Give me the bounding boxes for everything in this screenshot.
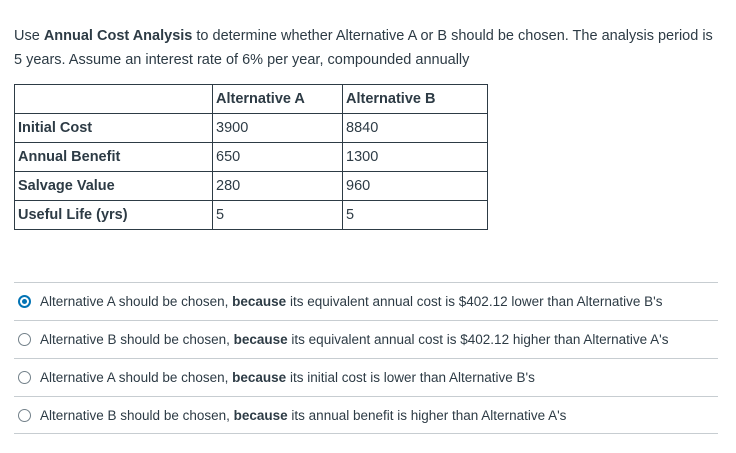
- data-table: [14, 84, 488, 230]
- cell-a: 5: [213, 201, 343, 230]
- header-empty: [15, 85, 213, 114]
- option-text: [40, 332, 669, 347]
- answer-option-1[interactable]: [14, 282, 718, 320]
- cell-b: 960: [343, 172, 488, 201]
- table-row: [15, 172, 488, 201]
- table-row: [15, 143, 488, 172]
- table-header-row: [15, 85, 488, 114]
- row-label: Initial Cost: [15, 114, 213, 143]
- option-post: its equivalent annual cost is $402.12 higher than Alternative A's: [287, 332, 669, 347]
- table-row: [15, 201, 488, 230]
- cell-b: 8840: [343, 114, 488, 143]
- table-row: [15, 114, 488, 143]
- question-bold: Annual Cost Analysis: [43, 28, 193, 44]
- option-pre: Alternative A should be chosen,: [40, 294, 233, 309]
- option-post: its initial cost is lower than Alternative B's: [286, 370, 535, 385]
- option-pre: Alternative B should be chosen,: [40, 407, 234, 423]
- answer-option-3[interactable]: [14, 358, 718, 396]
- option-pre: Alternative B should be chosen,: [40, 332, 234, 347]
- radio-icon[interactable]: [18, 333, 31, 346]
- cell-b: 1300: [343, 143, 488, 172]
- option-post: its annual benefit is higher than Alternative A's: [287, 407, 567, 423]
- option-bold: because: [232, 294, 287, 309]
- cell-a: 650: [213, 143, 343, 172]
- answer-options: [14, 282, 718, 434]
- cell-b: 5: [343, 201, 488, 230]
- option-bold: because: [233, 332, 288, 347]
- option-text: [40, 370, 535, 385]
- header-alternative-b: Alternative B: [343, 85, 488, 114]
- question-pre: Use: [14, 28, 44, 44]
- option-bold: because: [232, 370, 287, 385]
- cell-a: 280: [213, 172, 343, 201]
- radio-icon[interactable]: [18, 371, 31, 384]
- question-text: [14, 24, 714, 72]
- option-text: [40, 294, 663, 309]
- header-alternative-a: Alternative A: [213, 85, 343, 114]
- option-bold: because: [233, 407, 288, 423]
- radio-icon[interactable]: [18, 409, 31, 422]
- cell-a: 3900: [213, 114, 343, 143]
- radio-selected-icon[interactable]: [18, 295, 31, 308]
- question-post: to determine whether Alternative A or B should be chosen. The analysis period is 5 years. Assume an interest rate of 6% per year, compounded annually: [14, 28, 713, 68]
- answer-option-2[interactable]: [14, 320, 718, 358]
- row-label: Annual Benefit: [15, 143, 213, 172]
- answer-option-4[interactable]: [14, 396, 718, 434]
- row-label: Useful Life (yrs): [15, 201, 213, 230]
- option-text: [40, 408, 566, 423]
- row-label: Salvage Value: [15, 172, 213, 201]
- option-pre: Alternative A should be chosen,: [40, 370, 233, 385]
- option-post: its equivalent annual cost is $402.12 lower than Alternative B's: [286, 294, 663, 309]
